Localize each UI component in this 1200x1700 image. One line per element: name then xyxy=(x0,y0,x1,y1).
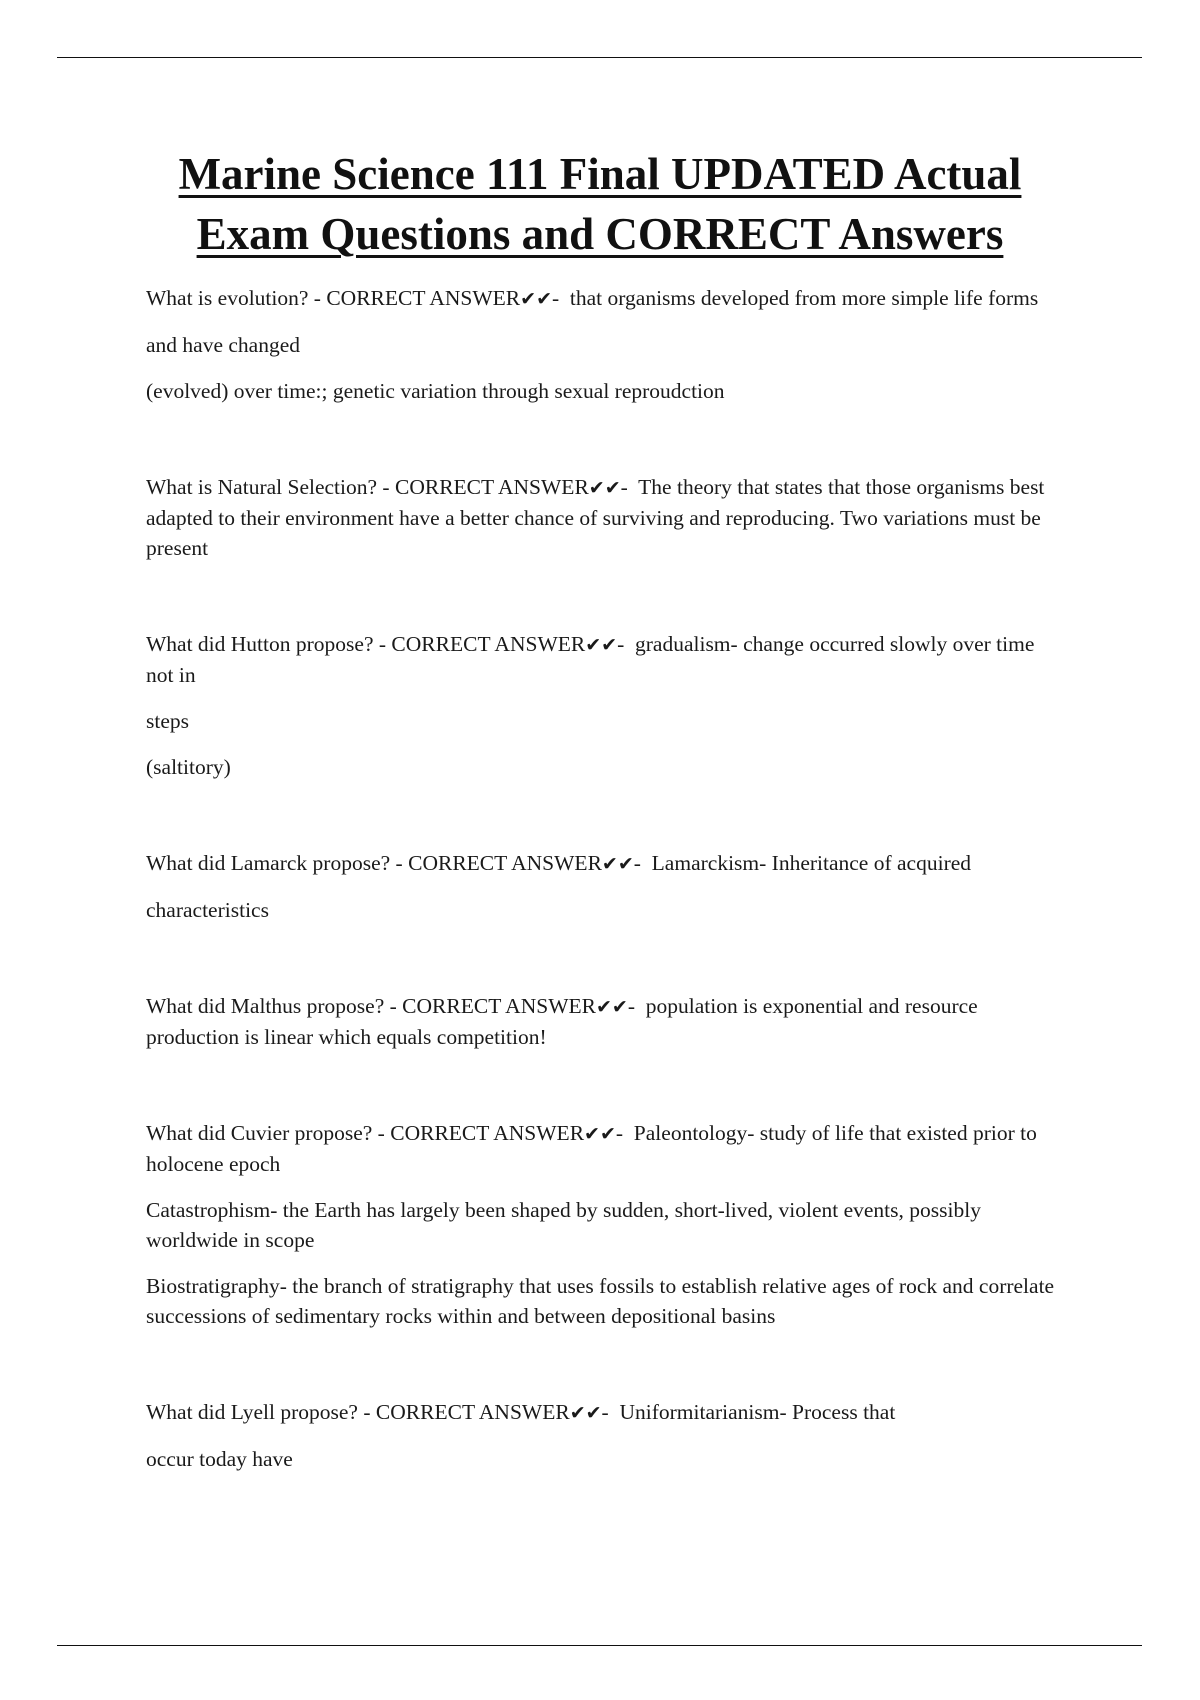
title-line-1: Marine Science 111 Final UPDATED Actual xyxy=(178,149,1022,199)
answer-text: The theory that states that those organisms best adapted to their environment have a better chance of surviving and reproducing. Two variations must be present xyxy=(146,475,1045,560)
answer-marker: - CORRECT ANSWER✔✔- xyxy=(395,851,641,875)
qa-line xyxy=(146,848,1061,879)
answer-marker: - CORRECT ANSWER✔✔- xyxy=(363,1400,609,1424)
answer-continuation: Catastrophism- the Earth has largely been shaped by sudden, short-lived, violent events, possibly worldwide in scope xyxy=(146,1198,981,1252)
document-title xyxy=(100,144,1100,264)
answer-text: population is exponential and resource production is linear which equals competition! xyxy=(146,994,978,1049)
qa-line xyxy=(146,1397,1061,1428)
answer-marker: - CORRECT ANSWER✔✔- xyxy=(313,286,560,310)
answer-marker: - CORRECT ANSWER✔✔- xyxy=(382,475,628,499)
answer-marker: - CORRECT ANSWER✔✔- xyxy=(377,1121,624,1145)
qa-entry-hutton xyxy=(146,629,1061,782)
qa-entry-cuvier xyxy=(146,1118,1061,1331)
answer-text: Lamarckism- Inheritance of acquired xyxy=(651,851,972,875)
answer-text: gradualism- change occurred slowly over time not in xyxy=(146,632,1035,687)
qa-list xyxy=(146,283,1061,1474)
qa-line xyxy=(146,1118,1061,1179)
qa-entry-natural-selection xyxy=(146,472,1061,563)
qa-line xyxy=(146,991,1061,1052)
qa-entry-malthus xyxy=(146,991,1061,1052)
qa-entry-evolution xyxy=(146,283,1061,406)
question-text: What did Lamarck propose? xyxy=(146,851,391,875)
answer-marker: - CORRECT ANSWER✔✔- xyxy=(389,994,635,1018)
qa-line xyxy=(146,629,1061,690)
question-text: What is evolution? xyxy=(146,286,309,310)
question-text: What is Natural Selection? xyxy=(146,475,378,499)
qa-line xyxy=(146,472,1061,563)
question-text: What did Malthus propose? xyxy=(146,994,385,1018)
answer-text: Uniformitarianism- Process that xyxy=(619,1400,896,1424)
answer-text: that organisms developed from more simple life forms xyxy=(569,286,1039,310)
answer-continuation: (evolved) over time:; genetic variation through sexual reproudction xyxy=(146,379,725,403)
question-text: What did Cuvier propose? xyxy=(146,1121,373,1145)
question-text: What did Hutton propose? xyxy=(146,632,374,656)
answer-continuation: (saltitory) xyxy=(146,755,231,779)
qa-line xyxy=(146,283,1061,314)
qa-entry-lamarck xyxy=(146,848,1061,925)
answer-continuation: and have changed xyxy=(146,333,301,357)
answer-marker: - CORRECT ANSWER✔✔- xyxy=(378,632,625,656)
answer-text: Paleontology- study of life that existed prior to holocene epoch xyxy=(146,1121,1037,1176)
question-text: What did Lyell propose? xyxy=(146,1400,358,1424)
header-rule xyxy=(57,57,1142,58)
answer-continuation: Biostratigraphy- the branch of stratigraphy that uses fossils to establish relative ages of rock and correlate successions of sedimentary rocks within and between depositional basins xyxy=(146,1274,1055,1328)
footer-rule xyxy=(57,1645,1142,1646)
answer-continuation: occur today have xyxy=(146,1447,293,1471)
answer-continuation: steps xyxy=(146,709,189,733)
qa-entry-lyell xyxy=(146,1397,1061,1474)
title-line-2: Exam Questions and CORRECT Answers xyxy=(196,209,1004,259)
answer-continuation: characteristics xyxy=(146,898,269,922)
